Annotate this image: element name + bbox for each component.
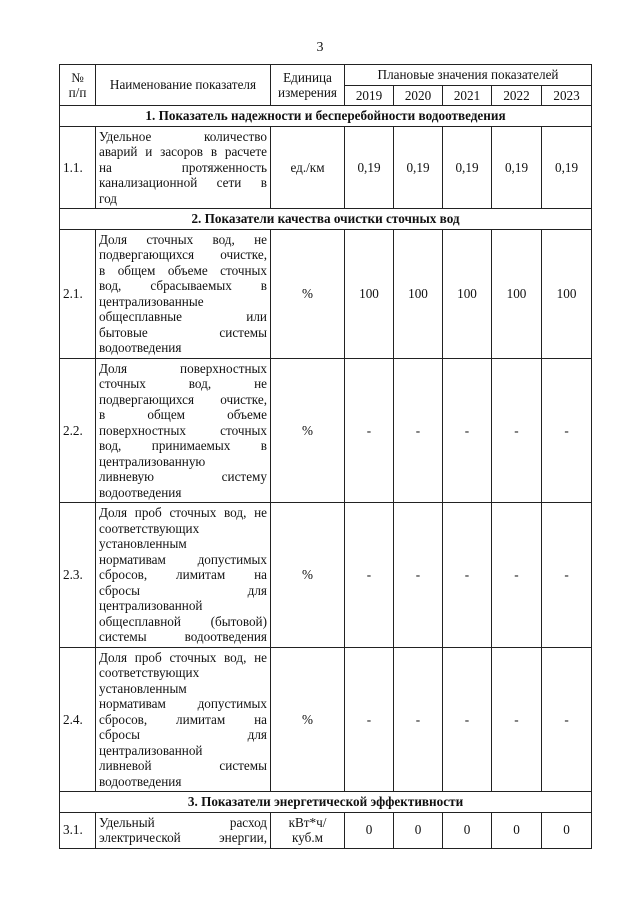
indicator-name-line: Доля сточных вод, не <box>99 231 267 247</box>
unit-cell <box>271 126 345 209</box>
header-name: Наименование показателя <box>96 65 271 106</box>
header-year: 2022 <box>492 85 542 106</box>
row-number: 3.1. <box>60 812 96 848</box>
indicator-name-line: соответствующих <box>99 665 200 680</box>
value-cell: - <box>542 358 592 503</box>
header-year: 2021 <box>443 85 492 106</box>
unit-cell <box>271 229 345 358</box>
unit-cell <box>271 503 345 648</box>
row-number: 2.2. <box>60 358 96 503</box>
table-row <box>60 647 592 792</box>
indicator-name-line: централизованной <box>99 742 203 758</box>
page-number: 3 <box>316 40 324 55</box>
indicator-name-line: в общем объеме сточных <box>99 262 267 278</box>
indicator-name-line: установленным <box>99 536 187 551</box>
section-title: 3. Показатели энергетической эффективности <box>60 792 592 813</box>
section-row <box>60 106 592 127</box>
row-number: 2.3. <box>60 503 96 648</box>
indicator-name <box>96 503 271 648</box>
value-cell: - <box>394 358 443 503</box>
indicator-name-line: ливневой системы <box>99 758 267 773</box>
indicator-name-line: системы водоотведения <box>99 629 267 644</box>
indicator-name-line: подвергающихся очистке, <box>99 247 267 262</box>
row-number: 2.4. <box>60 647 96 792</box>
header-unit-line1: Единица <box>283 69 332 85</box>
header-no <box>60 65 96 106</box>
value-cell: - <box>492 358 542 503</box>
indicator-name-line: сбросы для <box>99 582 267 598</box>
value-cell: - <box>345 647 394 792</box>
unit-cell <box>271 358 345 503</box>
row-number: 1.1. <box>60 126 96 209</box>
unit-line: % <box>302 285 313 301</box>
unit-cell <box>271 812 345 848</box>
value-cell: 0,19 <box>492 126 542 209</box>
value-cell: 0,19 <box>443 126 492 209</box>
indicator-name-line: Доля поверхностных <box>99 360 267 376</box>
table-row <box>60 358 592 503</box>
value-cell: 100 <box>345 229 394 358</box>
indicator-name-line: общесплавные или <box>99 309 267 324</box>
indicator-name-line: бытовые системы <box>99 324 267 340</box>
unit-line: ед./км <box>290 159 325 175</box>
header-year: 2019 <box>345 85 394 106</box>
value-cell: - <box>542 647 592 792</box>
value-cell: 100 <box>542 229 592 358</box>
value-cell: - <box>443 647 492 792</box>
indicator-name-line: поверхностных сточных <box>99 422 267 438</box>
indicator-name-line: аварий и засоров в расчете <box>99 144 267 159</box>
indicator-name <box>96 812 271 848</box>
indicator-name <box>96 126 271 209</box>
indicator-name <box>96 229 271 358</box>
value-cell: - <box>394 647 443 792</box>
section-row <box>60 209 592 230</box>
value-cell: 0,19 <box>542 126 592 209</box>
indicator-name-line: сбросы для <box>99 727 267 742</box>
indicator-name-line: год <box>99 190 118 206</box>
header-unit-line2: измерения <box>278 85 337 100</box>
indicator-name-line: ливневую систему <box>99 469 267 484</box>
indicator-name-line: Доля проб сточных вод, не <box>99 649 267 665</box>
indicator-name-line: сбросов, лимитам на <box>99 711 267 727</box>
value-cell: 0 <box>443 812 492 848</box>
indicator-name-line: водоотведения <box>99 484 182 500</box>
value-cell: - <box>492 647 542 792</box>
table-row <box>60 126 592 209</box>
value-cell: - <box>492 503 542 648</box>
indicator-name-line: вод, принимаемых в <box>99 438 267 453</box>
indicator-name-line: установленным <box>99 680 187 696</box>
value-cell: 0 <box>542 812 592 848</box>
value-cell: - <box>345 358 394 503</box>
indicator-name-line: нормативам допустимых <box>99 696 267 711</box>
section-title: 2. Показатели качества очистки сточных вод <box>60 209 592 230</box>
indicator-name-line: канализационной сети в <box>99 175 267 190</box>
value-cell: - <box>542 503 592 648</box>
value-cell: - <box>443 358 492 503</box>
unit-line: % <box>302 711 313 727</box>
indicator-name-line: сбросов, лимитам на <box>99 567 267 582</box>
indicator-name-line: общесплавной (бытовой) <box>99 613 267 629</box>
section-row <box>60 792 592 813</box>
value-cell: 0 <box>492 812 542 848</box>
value-cell: 0 <box>345 812 394 848</box>
value-cell: 100 <box>394 229 443 358</box>
indicator-name-line: Удельное количество <box>99 128 267 144</box>
value-cell: - <box>394 503 443 648</box>
value-cell: 0,19 <box>394 126 443 209</box>
value-cell: 0 <box>394 812 443 848</box>
value-cell: 100 <box>443 229 492 358</box>
indicator-name-line: водоотведения <box>99 773 182 789</box>
indicator-name-line: подвергающихся очистке, <box>99 391 267 407</box>
unit-line: кВт*ч/ <box>288 814 327 830</box>
table-row <box>60 229 592 358</box>
indicator-name-line: соответствующих <box>99 520 200 536</box>
value-cell: 100 <box>492 229 542 358</box>
header-year: 2020 <box>394 85 443 106</box>
indicator-name-line: электрической энергии, <box>99 830 267 845</box>
header-year: 2023 <box>542 85 592 106</box>
indicators-table <box>59 64 592 849</box>
indicator-name-line: Доля проб сточных вод, не <box>99 505 267 520</box>
value-cell: - <box>345 503 394 648</box>
header-no-line2: п/п <box>68 85 87 100</box>
indicator-name-line: Удельный расход <box>99 814 267 830</box>
indicator-name-line: на протяженность <box>99 159 267 175</box>
table-row <box>60 503 592 648</box>
unit-line: % <box>302 567 313 582</box>
indicator-name-line: водоотведения <box>99 340 182 355</box>
value-cell: 0,19 <box>345 126 394 209</box>
indicator-name-line: централизованные <box>99 293 204 309</box>
indicator-name <box>96 647 271 792</box>
row-number: 2.1. <box>60 229 96 358</box>
table-row <box>60 812 592 848</box>
indicator-name-line: в общем объеме <box>99 407 267 422</box>
indicator-name <box>96 358 271 503</box>
unit-line: куб.м <box>292 830 323 845</box>
table-header <box>60 65 592 106</box>
indicator-name-line: вод, сбрасываемых в <box>99 278 267 293</box>
indicator-name-line: нормативам допустимых <box>99 551 267 567</box>
header-no-line1: № <box>71 69 84 85</box>
unit-cell <box>271 647 345 792</box>
unit-line: % <box>302 422 313 438</box>
section-title: 1. Показатель надежности и бесперебойности водоотведения <box>60 106 592 127</box>
indicator-name-line: сточных вод, не <box>99 376 267 391</box>
header-plan: Плановые значения показателей <box>345 65 592 86</box>
indicator-name-line: централизованной <box>99 598 203 613</box>
table-body <box>60 106 592 849</box>
value-cell: - <box>443 503 492 648</box>
indicator-name-line: централизованную <box>99 453 206 469</box>
header-unit <box>271 65 345 106</box>
